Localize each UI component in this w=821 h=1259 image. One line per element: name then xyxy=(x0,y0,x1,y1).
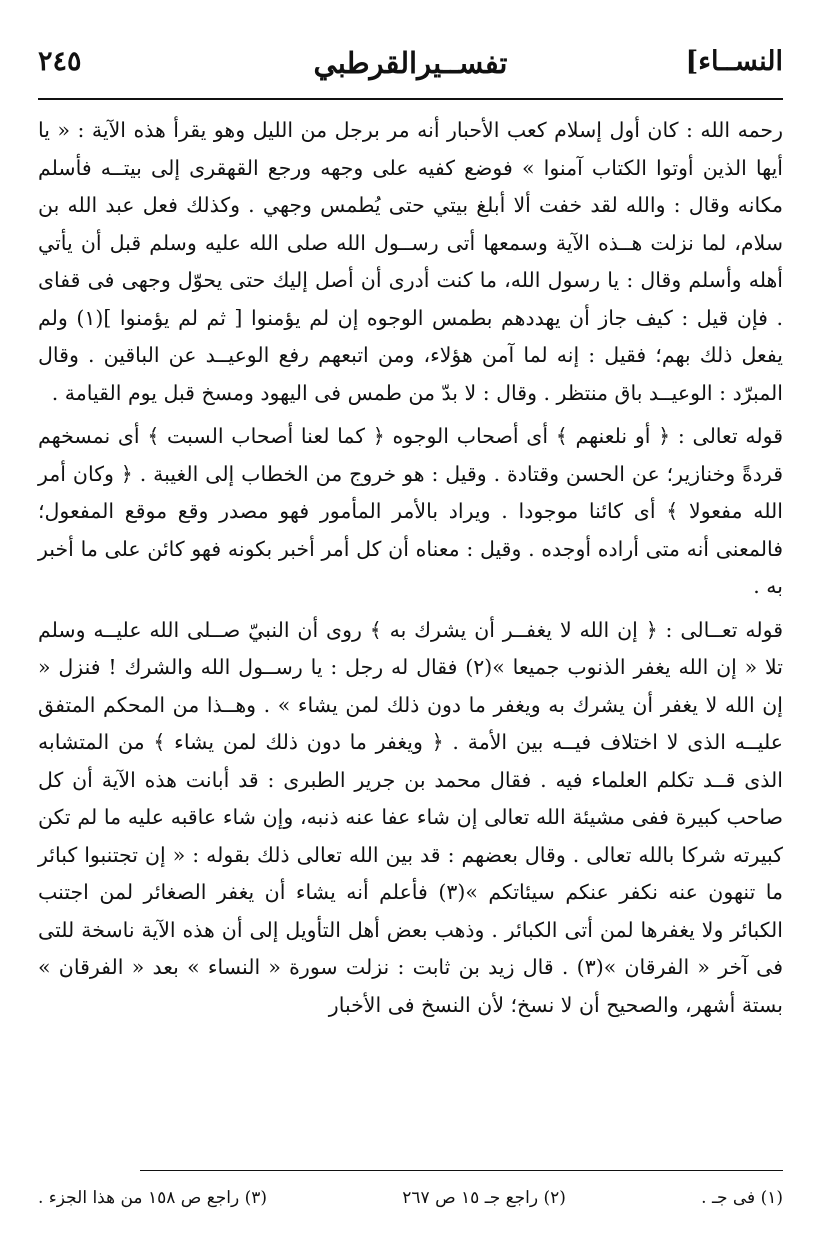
running-header xyxy=(38,46,783,96)
footnote-3: (٣) راجع ص ١٥٨ من هذا الجزء . xyxy=(38,1188,268,1208)
paragraph-3: قوله تعــالى : ﴿ إن الله لا يغفــر أن يشرك به ﴾ روى أن النبيّ صــلى الله عليــه وسلم تلا « إن الله يغفر الذنوب جميعا »(٢) فقال له رجل : يا رســول الله والشرك ! فنزل « إن الله لا يغفر أن يشرك به ويغفر ما دون ذلك لمن يشاء » . وهــذا من المحكم المتفق عليــه الذى لا اختلاف فيــه بين الأمة . ﴿ ويغفر ما دون ذلك لمن يشاء ﴾ من المتشابه الذى قــد تكلم العلماء فيه . فقال محمد بن جرير الطبرى : قد أبانت هذه الآية أن كل صاحب كبيرة ففى مشيئة الله تعالى إن شاء عفا عنه ذنبه، وإن شاء عاقبه عليه ما لم تكن كبيرته شركا بالله تعالى . وقال بعضهم : قد بين الله تعالى ذلك بقوله : « إن تجتنبوا كبائر ما تنهون عنه نكفر عنكم سيئاتكم »(٣) فأعلم أنه يشاء أن يغفر الصغائر لمن اجتنب الكبائر ولا يغفرها لمن أتى الكبائر . وذهب بعض أهل التأويل إلى أن هذه الآية ناسخة للتى فى آخر « الفرقان »(٣) . قال زيد بن ثابت : نزلت سورة « النساء » بعد « الفرقان » بستة أشهر، والصحيح أن لا نسخ؛ لأن النسخ فى الأخبار xyxy=(38,617,784,1017)
header-rule xyxy=(38,98,783,100)
paragraph-1: رحمه الله : كان أول إسلام كعب الأحبار أنه مر برجل من الليل وهو يقرأ هذه الآية : « يا أيها الذين أوتوا الكتاب آمنوا » فوضع كفيه على وجهه ورجع القهقرى إلى بيتــه فأسلم مكانه وقال : والله لقد خفت ألا أبلغ بيتي حتى يُطمس وجهي . وكذلك فعل عبد الله بن سلام، لما نزلت هــذه الآية وسمعها أتى رســول الله صلى الله عليه وسلم قبل أن يأتي أهله وأسلم وقال : يا رسول الله، ما كنت أدرى أن أصل إليك حتى يحوّل وجهى فى قفاى . فإن قيل : كيف جاز أن يهددهم بطمس الوجوه إن لم يؤمنوا [ ثم لم يؤمنوا ](١) ولم يفعل ذلك بهم؛ فقيل : إنه لما آمن هؤلاء، ومن اتبعهم رفع الوعيــد عن الباقين . وقال المبرّد : الوعيــد باق منتظر . وقال : لا بدّ من طمس فى اليهود ومسخ قبل يوم القيامة . xyxy=(38,118,784,405)
footnote-1: (١) فى جـ . xyxy=(701,1188,783,1208)
footnote-rule xyxy=(140,1170,783,1171)
paragraph-2: قوله تعالى : ﴿ أو نلعنهم ﴾ أى أصحاب الوجوه ﴿ كما لعنا أصحاب السبت ﴾ أى نمسخهم قردةً وخنازير؛ عن الحسن وقتادة . وقيل : هو خروج من الخطاب إلى الغيبة . ﴿ وكان أمر الله مفعولا ﴾ أى كائنا موجودا . ويراد بالأمر المأمور فهو مصدر وقع موقع المفعول؛ فالمعنى أنه متى أراده أوجده . وقيل : معناه أن كل أمر أخبر بكونه فهو كائن على ما أخبر به . xyxy=(38,424,783,598)
book-title: تفســيرالقرطبي xyxy=(313,46,508,80)
sura-name: النســاء] xyxy=(685,46,783,77)
footnote-2: (٢) راجع جـ ١٥ ص ٢٦٧ xyxy=(402,1188,566,1208)
main-text xyxy=(38,112,783,1024)
footnotes xyxy=(38,1180,783,1216)
page-number: ٢٤٥ xyxy=(38,46,82,77)
